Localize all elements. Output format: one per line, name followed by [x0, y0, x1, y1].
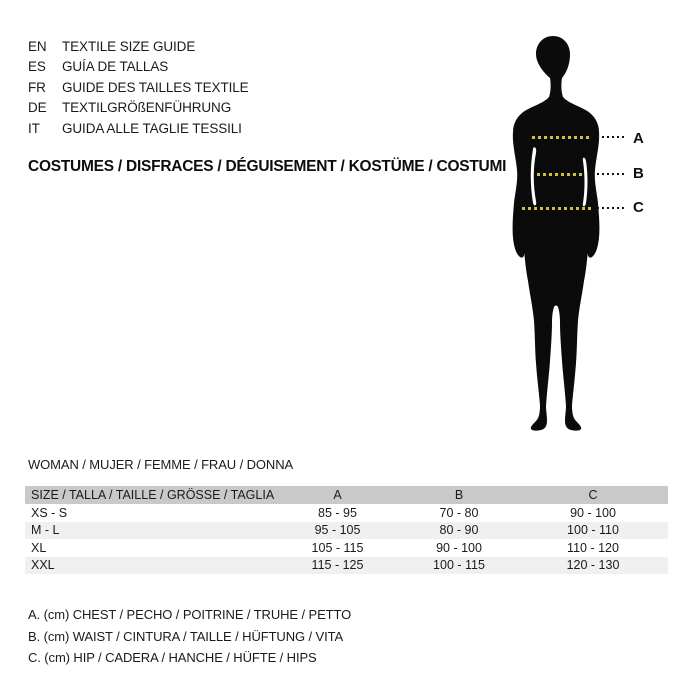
measure-label-b: B: [633, 165, 644, 182]
language-guide-label: GUÍA DE TALLAS: [62, 59, 169, 75]
chest-measure-line: [532, 136, 589, 139]
size-table-row: [25, 504, 668, 522]
chest-range-cell: 115 - 125: [311, 558, 364, 573]
language-code: FR: [28, 79, 46, 95]
language-guide-label: GUIDA ALLE TAGLIE TESSILI: [62, 120, 242, 136]
language-guide-label: TEXTILE SIZE GUIDE: [62, 38, 196, 54]
size-table-body: [25, 504, 668, 574]
waist-range-cell: 80 - 90: [439, 523, 479, 538]
language-guide-row: [28, 57, 249, 78]
language-guide-list: [28, 36, 249, 139]
hip-range-cell: 90 - 100: [570, 505, 616, 520]
legend-text: C. (cm) HIP / CADERA / HANCHE / HÜFTE / HIPS: [28, 650, 317, 666]
legend-text: B. (cm) WAIST / CINTURA / TAILLE / HÜFTUNG / VITA: [28, 628, 344, 644]
legend-text: A. (cm) CHEST / PECHO / POITRINE / TRUHE / PETTO: [28, 607, 352, 623]
legend-row: [28, 647, 351, 669]
size-table-header-size: SIZE / TALLA / TAILLE / GRÖSSE / TAGLIA: [31, 488, 275, 502]
measure-label-c: C: [633, 199, 644, 216]
section-label-woman: WOMAN / MUJER / FEMME / FRAU / DONNA: [28, 457, 294, 472]
hip-range-cell: 100 - 110: [567, 523, 619, 538]
hip-range-cell: 120 - 130: [566, 558, 620, 573]
language-code: DE: [28, 100, 47, 116]
size-table-header-row: [25, 486, 668, 504]
waist-measure-line: [537, 173, 584, 176]
chest-range-cell: 105 - 115: [311, 540, 364, 555]
measurement-legend: [28, 604, 351, 669]
legend-row: [28, 604, 351, 626]
size-table-row: [25, 522, 668, 540]
measure-label-a: A: [633, 130, 644, 147]
size-table-header-b: B: [454, 488, 464, 502]
language-guide-row: [28, 77, 249, 98]
language-code: ES: [28, 59, 46, 75]
waist-range-cell: 90 - 100: [436, 540, 482, 555]
hip-range-cell: 110 - 120: [567, 540, 619, 555]
language-guide-row: [28, 98, 249, 119]
size-table-row: [25, 557, 668, 575]
language-guide-label: TEXTILGRÖßENFÜHRUNG: [62, 100, 232, 116]
waist-callout-line: [597, 173, 624, 175]
chest-callout-line: [597, 136, 624, 138]
language-guide-row: [28, 118, 249, 139]
size-table-header-a: A: [333, 488, 342, 502]
language-code: IT: [28, 120, 40, 136]
size-table: [25, 486, 668, 574]
chest-range-cell: 85 - 95: [318, 505, 357, 520]
waist-range-cell: 70 - 80: [439, 505, 479, 520]
woman-silhouette: [505, 33, 611, 433]
waist-range-cell: 100 - 115: [433, 558, 485, 573]
size-cell: M - L: [31, 523, 60, 538]
size-cell: XL: [31, 540, 47, 555]
size-cell: XS - S: [31, 505, 68, 520]
hip-callout-line: [597, 207, 624, 209]
hip-measure-line: [522, 207, 592, 210]
category-title: COSTUMES / DISFRACES / DÉGUISEMENT / KOSTÜME / COSTUMI: [28, 158, 507, 175]
language-guide-label: GUIDE DES TAILLES TEXTILE: [62, 79, 249, 95]
legend-row: [28, 626, 351, 648]
language-code: EN: [28, 38, 47, 54]
size-table-row: [25, 539, 668, 557]
woman-silhouette-svg: [505, 33, 611, 433]
size-table-header-c: C: [588, 488, 598, 502]
language-guide-row: [28, 36, 249, 57]
chest-range-cell: 95 - 105: [314, 523, 361, 538]
size-cell: XXL: [31, 558, 55, 573]
